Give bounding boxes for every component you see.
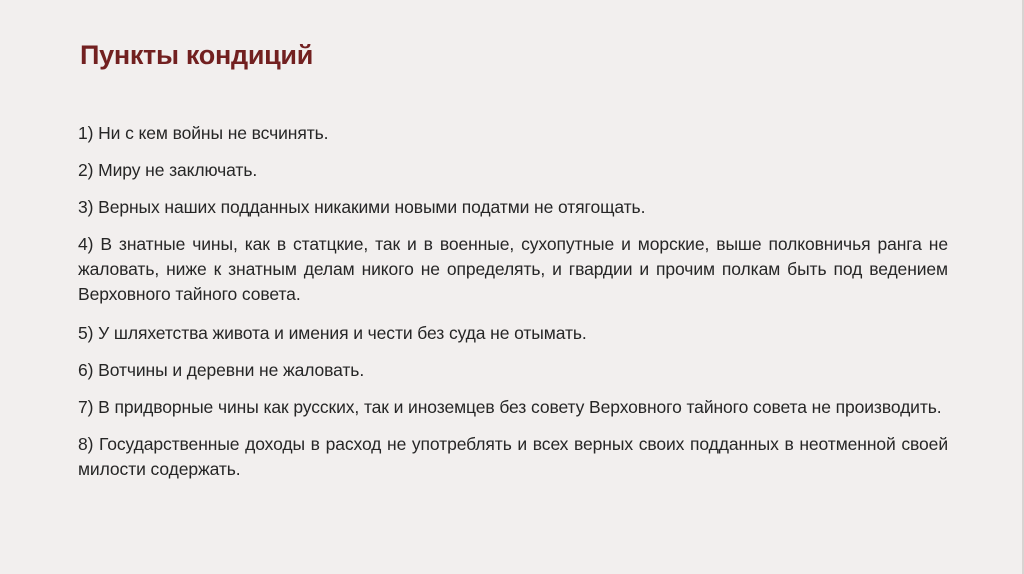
- condition-item-2: 2) Миру не заключать.: [78, 160, 258, 180]
- condition-item-5: 5) У шляхетства живота и имения и чести без суда не отымать.: [78, 323, 587, 343]
- condition-item-7: 7) В придворные чины как русских, так и иноземцев без совету Верховного тайного совета не производить.: [78, 397, 942, 417]
- slide-title: Пункты кондиций: [80, 40, 314, 70]
- condition-item-4: 4) В знатные чины, как в статцкие, так и в военные, сухопутные и морские, выше полковничья ранга не жаловать, ниже к знатным делам никого не определять, и гвардии и прочим полкам быть под ведением Верховного тайного совета.: [78, 234, 948, 304]
- conditions-list: [78, 121, 948, 494]
- condition-item-3: 3) Верных наших подданных никакими новыми податми не отягощать.: [78, 197, 646, 217]
- condition-item-6: 6) Вотчины и деревни не жаловать.: [78, 360, 365, 380]
- condition-item-1: 1) Ни с кем войны не всчинять.: [78, 123, 329, 143]
- condition-item-8: 8) Государственные доходы в расход не употреблять и всех верных своих подданных в неотменной своей милости содержать.: [78, 434, 948, 479]
